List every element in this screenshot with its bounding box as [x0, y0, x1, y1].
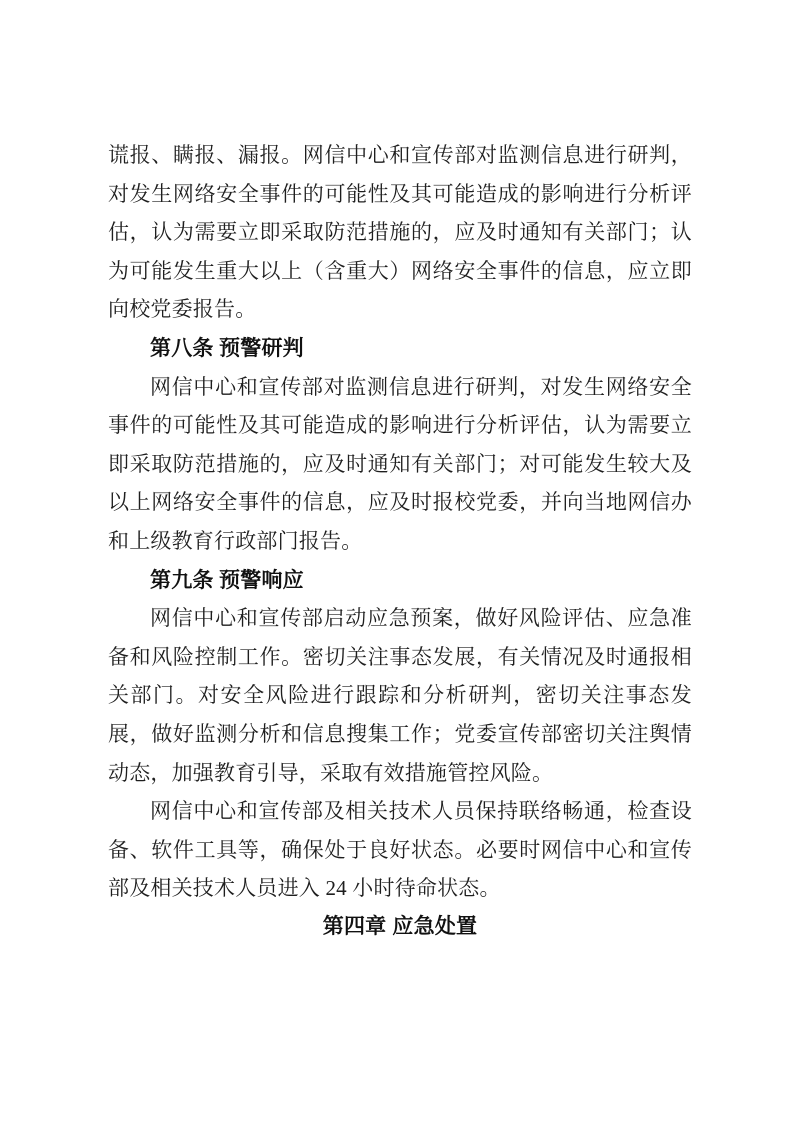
document-body [108, 136, 692, 946]
body-paragraph: 网信中心和宣传部对监测信息进行研判，对发生网络安全事件的可能性及其可能造成的影响进行分析评估，认为需要立即采取防范措施的，应及时通知有关部门；对可能发生较大及以上网络安全事件的信息，应及时报校党委，并向当地网信办和上级教育行政部门报告。 [108, 374, 692, 553]
body-paragraph: 网信中心和宣传部及相关技术人员保持联络畅通，检查设备、软件工具等，确保处于良好状态。必要时网信中心和宣传部及相关技术人员进入 24 小时待命状态。 [108, 799, 692, 901]
article-heading-8: 第八条 预警研判 [150, 335, 304, 360]
article-heading-9: 第九条 预警响应 [150, 567, 304, 592]
body-paragraph: 网信中心和宣传部启动应急预案，做好风险评估、应急准备和风险控制工作。密切关注事态发展，有关情况及时通报相关部门。对安全风险进行跟踪和分析研判，密切关注事态发展，做好监测分析和信息搜集工作；党委宣传部密切关注舆情动态，加强教育引导，采取有效措施管控风险。 [108, 606, 692, 785]
chapter-heading: 第四章 应急处置 [322, 914, 478, 938]
body-paragraph-continued: 谎报、瞒报、漏报。网信中心和宣传部对监测信息进行研判，对发生网络安全事件的可能性及其可能造成的影响进行分析评估，认为需要立即采取防范措施的，应及时通知有关部门；认为可能发生重大以上（含重大）网络安全事件的信息，应立即向校党委报告。 [108, 143, 692, 322]
